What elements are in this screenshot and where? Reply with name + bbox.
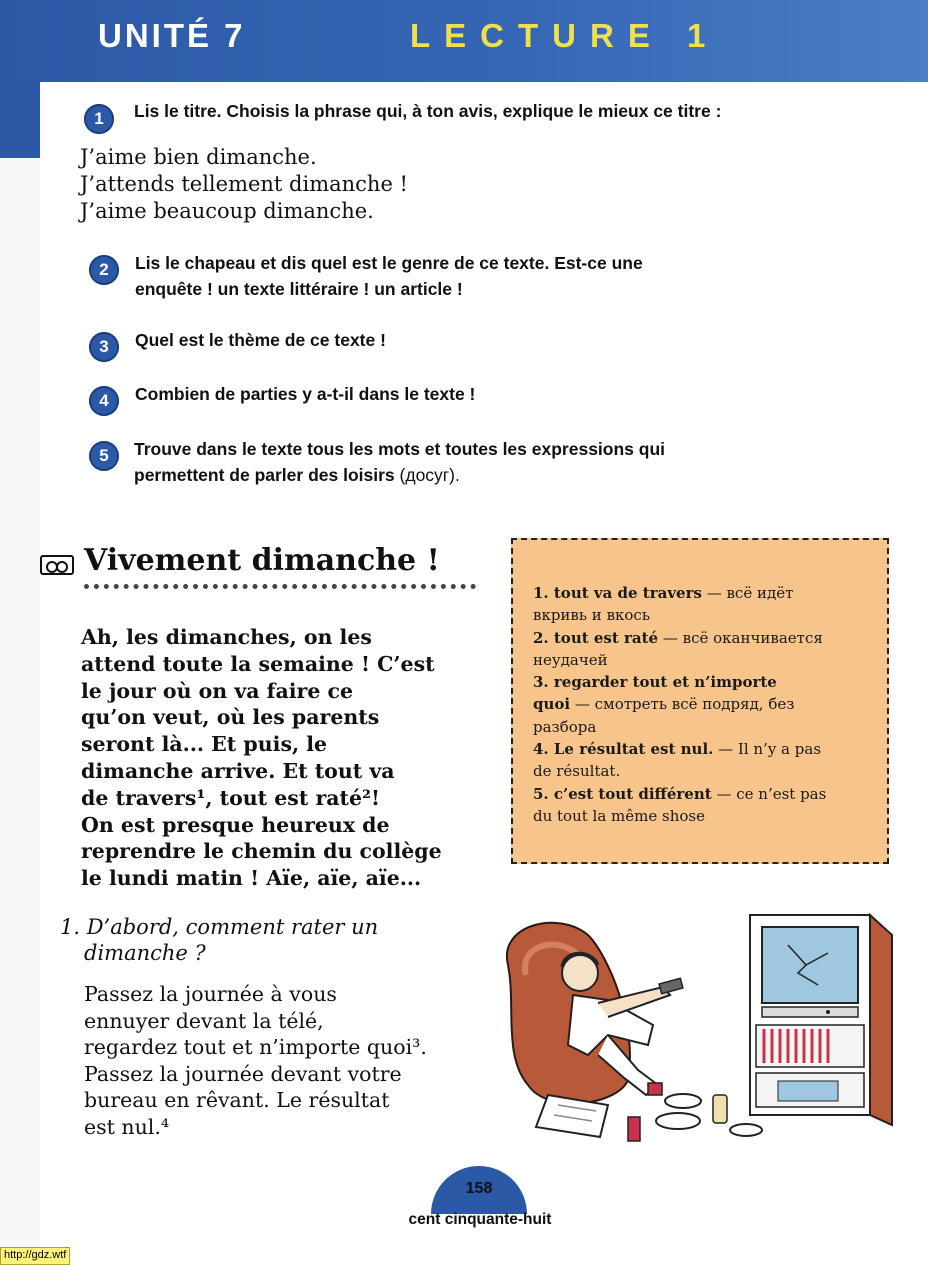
cassette-icon: [40, 555, 74, 575]
source-url-watermark[interactable]: http://gdz.wtf: [0, 1247, 70, 1265]
glossary-entry-1: [533, 582, 883, 604]
glossary-def-5: — ce n’est pas: [711, 784, 827, 803]
glossary-entry-4: [533, 738, 883, 760]
section-1-body: [84, 981, 427, 1140]
title-choice-3: J’aime beaucoup dimanche.: [80, 199, 374, 223]
glossary-entry-3b: [533, 693, 883, 715]
title-choices: [80, 144, 408, 225]
body-line: Passez la journée devant votre: [84, 1061, 402, 1086]
intro-line: On est presque heureux de: [81, 812, 390, 837]
intro-line: de travers¹, tout est raté²!: [81, 785, 381, 810]
question-1-text: [134, 98, 721, 124]
question-4-number: 4: [89, 386, 119, 416]
intro-line: dimanche arrive. Et tout va: [81, 758, 395, 783]
question-3-line-1: Quel est le thème de ce texte !: [135, 330, 386, 350]
glossary-term-1: 1. tout va de travers: [533, 584, 702, 602]
glossary-term-5: 5. c’est tout différent: [533, 784, 712, 803]
glossary-def-1: — всё идёт: [701, 584, 794, 602]
intro-line: le lundi matin ! Aïe, aïe, aïe...: [81, 866, 422, 891]
article-intro: [81, 624, 501, 892]
title-choice-1: J’aime bien dimanche.: [80, 145, 317, 169]
intro-line: Ah, les dimanches, on les: [81, 625, 372, 649]
question-2-text: [135, 250, 643, 302]
glossary-term-3b: quoi: [533, 695, 571, 714]
glossary-def-3: — смотреть всё подряд, без: [570, 695, 795, 714]
glossary-cont-2: неудачей: [533, 650, 608, 669]
section-heading-line-1: 1. D’abord, comment rater un: [60, 915, 379, 939]
question-2-line-2: enquête ! un texte littéraire ! un article !: [135, 279, 463, 299]
question-4-line-1: Combien de parties y a-t-il dans le texte !: [135, 384, 476, 404]
glossary-term-4: 4. Le résultat est nul.: [533, 740, 714, 759]
question-2-line-1: Lis le chapeau et dis quel est le genre de ce texte. Est-ce une: [135, 253, 643, 273]
glossary-term-2: 2. tout est raté: [533, 628, 659, 647]
article-title: Vivement dimanche !: [84, 543, 440, 578]
glossary-def-4: — Il n’y a pas: [713, 740, 822, 759]
section-1-heading: [60, 914, 378, 966]
body-line: est nul.⁴: [84, 1114, 170, 1139]
intro-line: reprendre le chemin du collège: [81, 839, 442, 864]
intro-line: attend toute la semaine ! C’est: [81, 651, 435, 676]
intro-line: seront là... Et puis, le: [81, 732, 328, 757]
question-3-number: 3: [89, 332, 119, 362]
question-5-line-1: Trouve dans le texte tous les mots et toutes les expressions qui: [134, 439, 665, 459]
title-dotted-rule: [84, 584, 476, 589]
header-band: [0, 0, 928, 82]
page-number: 158: [465, 1180, 493, 1197]
body-line: bureau en rêvant. Le résultat: [84, 1088, 390, 1112]
body-line: Passez la journée à vous: [84, 982, 337, 1006]
question-5-line-2-text: permettent de parler des loisirs: [134, 465, 395, 485]
question-1-line-1: Lis le titre. Choisis la phrase qui, à ton avis, explique le mieux ce titre :: [134, 101, 722, 121]
page-number-words: cent cinquante-huit: [408, 1211, 552, 1228]
question-3-text: [135, 327, 386, 353]
question-5-line-2: [134, 462, 665, 488]
glossary-entry-5: [533, 783, 883, 805]
question-5-number: 5: [89, 441, 119, 471]
lecture-title: LECTURE 1: [410, 17, 720, 54]
question-5-note: (досуг).: [399, 465, 460, 485]
body-line: regardez tout et n’importe quoi³.: [84, 1035, 427, 1059]
glossary-entry-3: [533, 671, 883, 693]
glossary-entry-2: [533, 627, 883, 649]
boy-watching-tv-illustration: [488, 905, 898, 1150]
glossary-cont-1: вкривь и вкось: [533, 606, 650, 625]
question-4-text: [135, 381, 475, 407]
glossary-def-2: — всё оканчивается: [658, 628, 823, 647]
glossary-term-3: 3. regarder tout et n’importe: [533, 673, 777, 692]
glossary-cont-3: разбора: [533, 717, 597, 736]
glossary-list: [533, 582, 883, 827]
glossary-cont-5: du tout la même shose: [533, 806, 705, 825]
glossary-box: [511, 538, 889, 864]
title-choice-2: J’attends tellement dimanche !: [80, 172, 408, 196]
glossary-cont-4: de résultat.: [533, 762, 621, 781]
question-2-number: 2: [89, 255, 119, 285]
question-1-number: 1: [84, 104, 114, 134]
left-blue-strip: [0, 82, 40, 158]
intro-line: qu’on veut, où les parents: [81, 705, 380, 730]
intro-line: le jour où on va faire ce: [81, 678, 354, 703]
body-line: ennuyer devant la télé,: [84, 1008, 324, 1033]
unit-title: UNITÉ 7: [98, 17, 246, 54]
section-heading-line-2: dimanche ?: [84, 941, 206, 965]
question-5-text: [134, 436, 665, 488]
